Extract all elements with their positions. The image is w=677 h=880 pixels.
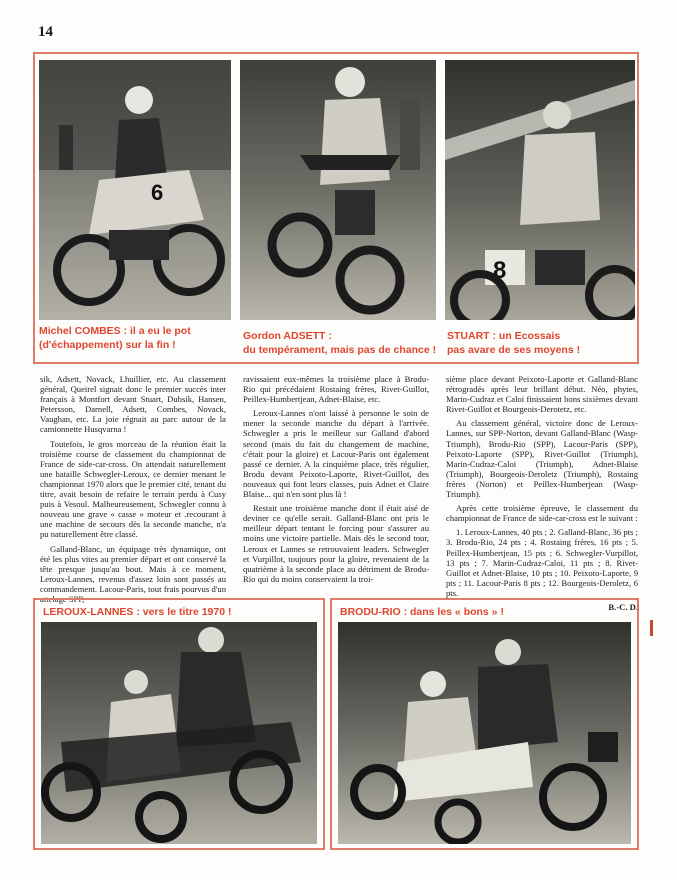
text-column-2 xyxy=(243,374,429,588)
caption-stuart-line2: pas avare de ses moyens ! xyxy=(447,344,581,356)
caption-stuart-line1: STUART : un Ecossais xyxy=(447,330,561,342)
caption-combes-line2: (d'échappement) sur la fin ! xyxy=(39,339,176,351)
photo-panel-leroux xyxy=(33,598,325,850)
paragraph: ravissaient eux-mêmes la troisième place à Brodu-Rio qui précédaient Rostaing frères, Rivet-Guillot, Peillex-Humbertjean, Adnet-Blaise, etc. xyxy=(243,374,429,405)
photo-combes xyxy=(39,60,231,320)
page-edge-mark xyxy=(650,620,653,636)
paragraph: sik, Adsett, Novack, Lhuillier, etc. Au classement général, Queirel signait donc le premier succès inter français à Montfort devant Stuart, Dubsik, Hansen, Petersson, Darnell, Adsett, Combes, Novack, Vaughan, etc. La joie régnait au parc autour de la camionnette Husqvarna ! xyxy=(40,374,226,435)
photo-adsett xyxy=(240,60,436,320)
paragraph: Leroux-Lannes n'ont laissé à personne le soin de mener la seconde manche du départ à l'arrivée. Schwegler a pris le meilleur sur Galland d'abord second (mais du fait du changement de machine, c'était pour la gloire) et Lacour-Paris ont également passé ce dernier. A la cinquième place, très régulier, Brodu devant Peixoto-Laporte, Rivet-Guillot, des nouveaux qui font leurs classes, puis Adnet et Claire Blaise... qui n'en sont plus là ! xyxy=(243,408,429,500)
caption-combes-line1: Michel COMBES : il a eu le pot xyxy=(39,325,191,337)
caption-adsett-line2: du tempérament, mais pas de chance ! xyxy=(243,344,437,356)
top-photo-panel xyxy=(33,52,639,364)
caption-leroux: LEROUX-LANNES : vers le titre 1970 ! xyxy=(43,606,232,618)
caption-adsett xyxy=(243,329,436,357)
photo-brodu xyxy=(338,622,631,844)
photo-stuart xyxy=(445,60,635,320)
svg-text:6: 6 xyxy=(151,180,164,205)
page-number: 14 xyxy=(38,24,53,40)
caption-brodu: BRODU-RIO : dans les « bons » ! xyxy=(340,606,504,618)
text-column-1 xyxy=(40,374,226,608)
caption-adsett-line1: Gordon ADSETT : xyxy=(243,330,332,342)
paragraph: Après cette troisième épreuve, le classement du championnat de France de side-car-cross est le suivant : xyxy=(446,503,638,524)
paragraph: sième place devant Peixoto-Laporte et Galland-Blanc rétrogradés après leur brillant début. Néo, phytes, Marin-Cudraz et Caloi finissaient bons sixièmes devant Rivet-Guillot et Bourgeois-Derotetz, etc. xyxy=(446,374,638,415)
paragraph: Toutefois, le gros morceau de la réunion était la troisième course de classement du championnat de France de side-car-cross. On attendait naturellement une bataille Schwegler-Leroux, ce dernier menant le championnat 1970 alors que le premier cité, tenant du titre, avait besoin de refaire le terrain perdu à Cusy puis à Vesoul. Malheureusement, Schwegler connu à nouveau une grave « casse » moteur et .recourant à une machine de secours dès la seconde manche, n'a pu naturellement être classé. xyxy=(40,438,226,540)
caption-combes xyxy=(39,324,191,352)
photo-leroux xyxy=(41,622,317,844)
paragraph: Au classement général, victoire donc de Leroux-Lannes, sur SPP-Norton, devant Galland-Blanc (Wasp-Triumph), Brodu-Rio (SPP), Lacour-Paris (SPP), Peixoto-Laporte (SPP), Rivet-Guillot (Triumph), Marin-Cudraz-Caloi (Triumph), Adnet-Blaise (Triumph), Bourgeois-Deroletz (Triumph), Rostaing frères (Norton) et Peillex-Humberjean (Wasp-Triumph). xyxy=(446,418,638,500)
paragraph: Restait une troisième manche dont il était aisé de deviner ce qu'elle serait. Galland-Blanc ont pris le meilleur départ tentant le forcing pour s'assurer au moins une victoire partielle. Mais dès le second tour, Leroux et Lannes se retrouvaient leaders. Schwegler et Vurpillot, toujours pour la gloire, revenaient de la quatrième à la seconde place au détriment de Brodu-Rio qui du moins conservaient la troi- xyxy=(243,503,429,584)
photo-panel-brodu xyxy=(330,598,639,850)
standings-paragraph: 1. Leroux-Lannes, 40 pts ; 2. Galland-Blanc, 36 pts ; 3. Brodu-Rio, 24 pts ; 4. Rostaing frères, 16 pts ; 5. Peillex-Humbertjean, 15 pts ; 6. Schwegler-Vurpillot, 13 pts ; 7. Marin-Cudraz-Caloi, 11 pts ; 8. Rivet-Guillot et Adnet-Blaise, 10 pts ; 10. Peixoto-Laporte, 9 pts ; 11. Lacour-Paris 8 pts ; 12. Bourgeois-Deroletz, 6 pts. xyxy=(446,527,638,598)
caption-stuart xyxy=(447,329,580,357)
paragraph: Galland-Blanc, un équipage très dynamique, ont été les plus vites au premier départ et ont conservé la tête presque jusqu'au bout. Mais à ce moment, Leroux-Lannes, revenus d'assez loin sont passés au commandement. Lacour-Paris, tout frais pourvus d'un attelage SPP, xyxy=(40,543,226,604)
svg-text:8: 8 xyxy=(493,257,507,284)
author-signature: B.-C. D. xyxy=(608,601,638,612)
text-column-3 xyxy=(446,374,638,616)
